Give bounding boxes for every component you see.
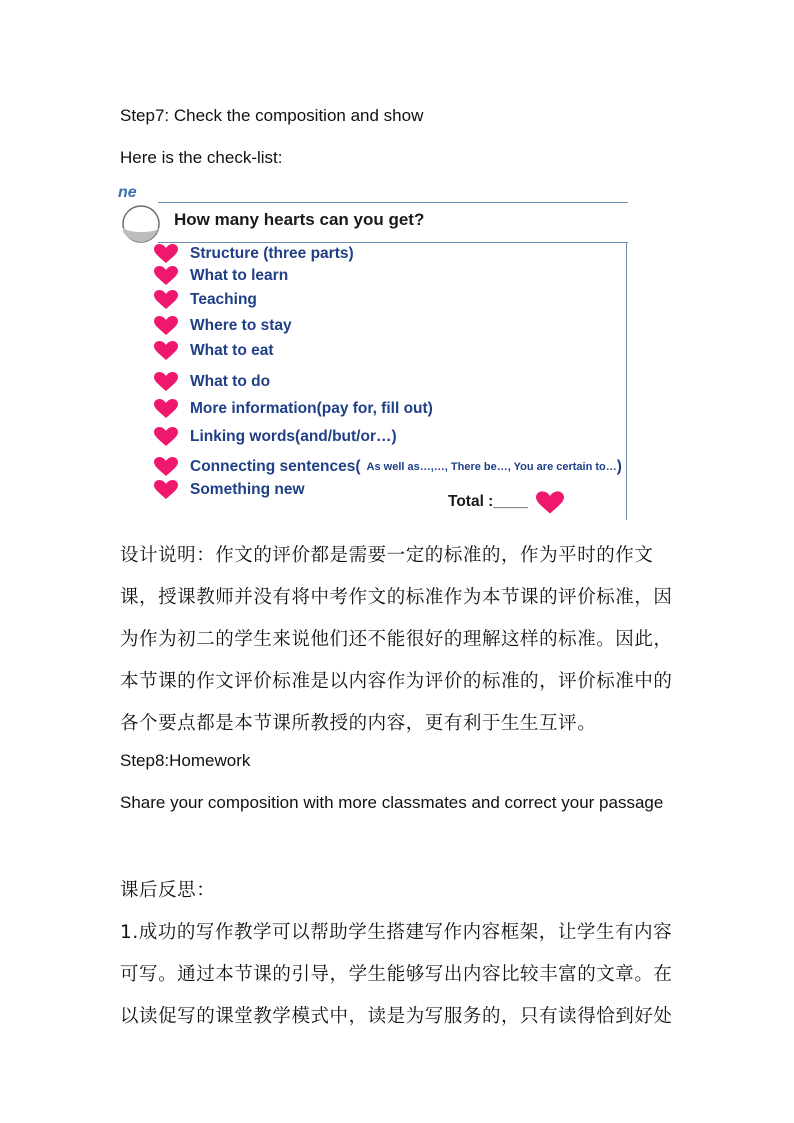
heart-icon bbox=[536, 490, 564, 516]
checklist-item bbox=[154, 244, 354, 264]
checklist-item-label: Something new bbox=[190, 481, 305, 498]
heart-icon bbox=[154, 427, 178, 447]
checklist-item bbox=[154, 372, 270, 392]
checklist-item-label: More information(pay for, fill out) bbox=[190, 400, 433, 417]
checklist-item-closing-paren: ) bbox=[616, 458, 622, 475]
homework-text: Share your composition with more classmates and correct your passage bbox=[120, 793, 664, 812]
heart-icon bbox=[154, 457, 178, 477]
design-note-line: 本节课的作文评价标准是以内容作为评价的标准的，评价标准中的 bbox=[120, 671, 673, 692]
step8-heading: Step8:Homework bbox=[120, 751, 251, 770]
total-label: Total :____ bbox=[448, 493, 528, 510]
checklist-intro: Here is the check-list: bbox=[120, 148, 283, 167]
reflection-heading: 课后反思： bbox=[120, 880, 216, 901]
checklist-item-label: What to eat bbox=[190, 342, 274, 359]
checklist-item-examples: As well as…,…, There be…, You are certain to… bbox=[366, 461, 617, 473]
heart-icon bbox=[154, 480, 178, 500]
figure-top-border bbox=[158, 202, 628, 203]
heart-icon bbox=[154, 266, 178, 286]
checklist-item-label: Linking words(and/but/or…) bbox=[190, 428, 397, 445]
heart-icon bbox=[154, 372, 178, 392]
design-note-line: 为作为初二的学生来说他们还不能很好的理解这样的标准。因此， bbox=[120, 629, 673, 650]
reflection-line: 可写。通过本节课的引导，学生能够写出内容比较丰富的文章。在 bbox=[120, 964, 673, 985]
checklist-item-label: Teaching bbox=[190, 291, 257, 308]
design-note-line: 设计说明：作文的评价都是需要一定的标准的，作为平时的作文 bbox=[120, 545, 654, 566]
reflection-line: 以读促写的课堂教学模式中，读是为写服务的，只有读得恰到好处 bbox=[120, 1006, 673, 1027]
checklist-item bbox=[154, 266, 288, 286]
heart-icon bbox=[154, 316, 178, 336]
checklist-item-label: Connecting sentences( bbox=[190, 458, 361, 475]
checklist-item bbox=[154, 457, 622, 477]
heart-icon bbox=[154, 341, 178, 361]
figure-header-divider bbox=[158, 242, 628, 243]
checklist-item bbox=[154, 480, 305, 500]
checklist-item-label: What to do bbox=[190, 373, 271, 390]
step7-heading: Step7: Check the composition and show bbox=[120, 106, 424, 125]
figure-corner-text: ne bbox=[118, 184, 137, 201]
heart-icon bbox=[154, 399, 178, 419]
heart-icon bbox=[154, 244, 178, 264]
checklist-item bbox=[154, 399, 433, 419]
design-note-line: 课，授课教师并没有将中考作文的标准作为本节课的评价标准，因 bbox=[120, 587, 673, 608]
checklist-item bbox=[154, 427, 397, 447]
figure-title: How many hearts can you get? bbox=[174, 210, 425, 229]
design-note-line: 各个要点都是本节课所教授的内容，更有利于生生互评。 bbox=[120, 713, 597, 734]
checklist-item-label: What to learn bbox=[190, 267, 289, 284]
reflection-line: 1.成功的写作教学可以帮助学生搭建写作内容框架，让学生有内容 bbox=[120, 922, 673, 943]
checklist-item bbox=[154, 290, 257, 310]
checklist-item bbox=[154, 316, 292, 336]
figure-right-border bbox=[626, 242, 627, 520]
checklist-item-label: Where to stay bbox=[190, 317, 292, 334]
checklist-item-label: Structure (three parts) bbox=[190, 245, 354, 262]
checklist-item bbox=[154, 341, 274, 361]
heart-icon bbox=[154, 290, 178, 310]
checklist-figure bbox=[118, 184, 630, 522]
